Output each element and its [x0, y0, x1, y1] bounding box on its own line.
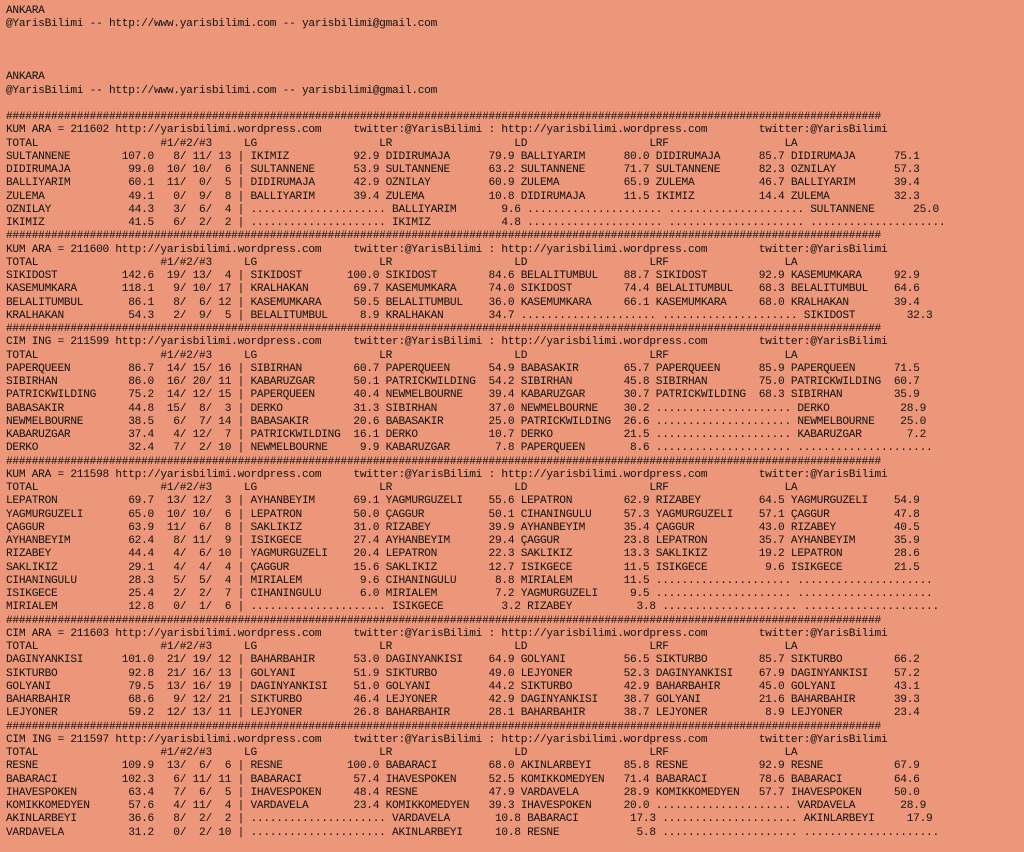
result-row: RIZABEY 44.4 4/ 6/ 10 | YAGMURGÜZELI 20.4 LEPATRON 22.3 SAKLIKIZ 13.3 SAKLIKIZ 19.2 LEPATRON 28.6	[6, 548, 920, 561]
result-row: SIKIDOST 142.6 19/ 13/ 4 | SIKIDOST 100.0 SIKIDOST 84.6 BELALITUMBUL 88.7 SIKIDOST 92.9 KASEMUMKARA 92.9	[6, 270, 920, 282]
column-header-line: TOTAL #1/#2/#3 LG LR LD LRF LA	[6, 747, 798, 759]
result-row: AKINLARBEYI 36.6 8/ 2/ 2 | ..................... VARDAVELA 10.8 BABARACI 17.3 ..................... AKINLARBEYI 17.9	[6, 813, 933, 826]
result-row: KRALHAKAN 54.3 2/ 9/ 5 | BELALITUMBUL 8.9 KRALHAKAN 34.7 ..................... ..................... SIKIDOST 32.3	[6, 309, 933, 322]
result-row: IKIMIZ 41.5 6/ 2/ 2 | ..................... IKIMIZ 4.8 ..................... ..................... .....................	[6, 217, 946, 229]
result-row: NEWMELBOURNE 38.5 6/ 7/ 14 | BABASAKIR 20.6 BABASAKIR 25.0 PATRICKWILDING 26.6 ..................... NEWMELBOURNE 25.0	[6, 415, 927, 428]
result-row: ZULEMA 49.1 0/ 9/ 8 | BALLIYARIM 39.4 ZULEMA 10.8 DIDIRUMAJA 11.5 IKIMIZ 14.4 ZULEMA 32.3	[6, 190, 920, 203]
result-row: LEJYONER 59.2 12/ 13/ 11 | LEJYONER 26.8 BAHARBAHIR 28.1 BAHARBAHIR 38.7 LEJYONER 8.9 LEJYONER 23.4	[6, 707, 920, 720]
result-row: ÇAGGÜR 63.9 11/ 6/ 8 | SAKLIKIZ 31.0 RIZABEY 39.9 AYHANBEYIM 35.4 ÇAGGÜR 43.0 RIZABEY 40.5	[6, 521, 920, 534]
result-row: BABASAKIR 44.8 15/ 8/ 3 | DERKO 31.3 SIBIRHAN 37.0 NEWMELBOURNE 30.2 ..................... DERKO 28.9	[6, 402, 927, 415]
separator-line: ########################################################################################################################################	[6, 455, 881, 468]
race-title-line: KUM ARA = 211602 http://yarisbilimi.wordpress.com twitter:@YarisBilimi : http://yarisbilimi.wordpress.com twitter:@YarisBilimi	[6, 124, 888, 137]
result-row: SULTANNENE 107.0 8/ 11/ 13 | IKIMIZ 92.9 DIDIRUMAJA 79.9 BALLIYARIM 80.0 DIDIRUMAJA 85.7 DIDIRUMAJA 75.1	[6, 150, 920, 163]
header-line	[6, 32, 1024, 45]
result-row: YAGMURGÜZELI 65.0 10/ 10/ 6 | LEPATRON 50.0 ÇAGGÜR 50.1 CIHANINGÜLÜ 57.3 YAGMURGÜZELI 57.1 ÇAGGÜR 47.8	[6, 508, 920, 521]
header-line	[6, 98, 1024, 111]
result-row: ISIKGECE 25.4 2/ 2/ 7 | CIHANINGÜLÜ 6.0 MIRIALEM 7.2 YAGMURGÜZELI 9.5 ..................... .....................	[6, 588, 933, 600]
result-row: KABARÜZGAR 37.4 4/ 12/ 7 | PATRICKWILDING 16.1 DERKO 10.7 DERKO 21.5 ..................... KABARÜZGAR 7.2	[6, 429, 927, 441]
result-row: IHAVESPOKEN 63.4 7/ 6/ 5 | IHAVESPOKEN 48.4 RESNE 47.9 VARDAVELA 28.9 KOMIKKOMEDYEN 57.7 IHAVESPOKEN 50.0	[6, 786, 920, 799]
header-line: ANKARA	[6, 5, 45, 17]
result-row: DERKO 32.4 7/ 2/ 10 | NEWMELBOURNE 9.9 KABARÜZGAR 7.8 PAPERQUEEN 8.6 ..................... .....................	[6, 442, 933, 455]
result-row: LEPATRON 69.7 13/ 12/ 3 | AYHANBEYIM 69.1 YAGMURGÜZELI 55.6 LEPATRON 62.9 RIZABEY 64.5 YAGMURGÜZELI 54.9	[6, 495, 920, 508]
result-row: SIKTURBO 92.8 21/ 16/ 13 | GÖLYANI 51.9 SIKTURBO 49.0 LEJYONER 52.3 DAGINYANKISI 67.9 DAGINYANKISI 57.2	[6, 667, 920, 680]
race-title-line: CIM ING = 211599 http://yarisbilimi.wordpress.com twitter:@YarisBilimi : http://yarisbilimi.wordpress.com twitter:@YarisBilimi	[6, 336, 888, 349]
result-row: PATRICKWILDING 75.2 14/ 12/ 15 | PAPERQUEEN 40.4 NEWMELBOURNE 39.4 KABARÜZGAR 30.7 PATRICKWILDING 68.3 SIBIRHAN 35.9	[6, 389, 920, 402]
result-row: RESNE 109.9 13/ 6/ 6 | RESNE 100.0 BABARACI 68.0 AKINLARBEYI 85.8 RESNE 92.9 RESNE 67.9	[6, 760, 920, 773]
column-header-line: TOTAL #1/#2/#3 LG LR LD LRF LA	[6, 349, 798, 362]
race-title-line: KUM ARA = 211598 http://yarisbilimi.wordpress.com twitter:@YarisBilimi : http://yarisbilimi.wordpress.com twitter:@YarisBilimi	[6, 468, 888, 481]
result-row: SAKLIKIZ 29.1 4/ 4/ 4 | ÇAGGÜR 15.6 SAKLIKIZ 12.7 ISIKGECE 11.5 ISIKGECE 9.6 ISIKGECE 21.5	[6, 561, 920, 574]
result-row: PAPERQUEEN 86.7 14/ 15/ 16 | SIBIRHAN 60.7 PAPERQUEEN 54.9 BABASAKIR 65.7 PAPERQUEEN 85.9 PAPERQUEEN 71.5	[6, 362, 920, 375]
result-row: GÖLYANI 79.5 13/ 16/ 19 | DAGINYANKISI 51.0 GÖLYANI 44.2 SIKTURBO 42.9 BAHARBAHIR 45.0 GÖLYANI 43.1	[6, 680, 920, 693]
result-row: MIRIALEM 12.8 0/ 1/ 6 | ..................... ISIKGECE 3.2 RIZABEY 3.8 ..................... .....................	[6, 601, 939, 614]
separator-line: ########################################################################################################################################	[6, 614, 881, 627]
column-header-line: TOTAL #1/#2/#3 LG LR LD LRF LA	[6, 641, 798, 653]
result-row: KOMIKKOMEDYEN 57.6 4/ 11/ 4 | VARDAVELA 23.4 KOMIKKOMEDYEN 39.3 IHAVESPOKEN 20.0 ..................... VARDAVELA 28.9	[6, 800, 927, 812]
header-line	[6, 45, 1024, 58]
column-header-line: TOTAL #1/#2/#3 LG LR LD LRF LA	[6, 137, 798, 150]
result-row: BELALITUMBUL 86.1 8/ 6/ 12 | KASEMUMKARA 50.5 BELALITUMBUL 36.0 KASEMUMKARA 66.1 KASEMUMKARA 68.0 KRALHAKAN 39.4	[6, 296, 920, 309]
header-line: @YarisBilimi -- http://www.yarisbilimi.com -- yarisbilimi@gmail.com	[6, 18, 438, 31]
result-row: BALLIYARIM 60.1 11/ 0/ 5 | DIDIRUMAJA 42.9 ÖZNILAY 60.9 ZULEMA 65.9 ZULEMA 46.7 BALLIYARIM 39.4	[6, 177, 920, 190]
result-row: DIDIRUMAJA 99.0 10/ 10/ 6 | SULTANNENE 53.9 SULTANNENE 63.2 SULTANNENE 71.7 SULTANNENE 82.3 ÖZNILAY 57.3	[6, 164, 920, 176]
separator-line: ########################################################################################################################################	[6, 111, 881, 123]
result-row: BABARACI 102.3 6/ 11/ 11 | BABARACI 57.4 IHAVESPOKEN 52.5 KOMIKKOMEDYEN 71.4 BABARACI 78.6 BABARACI 64.6	[6, 773, 920, 786]
separator-line: ########################################################################################################################################	[6, 323, 881, 335]
race-title-line: CIM ARA = 211603 http://yarisbilimi.wordpress.com twitter:@YarisBilimi : http://yarisbilimi.wordpress.com twitter:@YarisBilimi	[6, 627, 888, 640]
race-title-line: KUM ARA = 211600 http://yarisbilimi.wordpress.com twitter:@YarisBilimi : http://yarisbilimi.wordpress.com twitter:@YarisBilimi	[6, 243, 888, 256]
result-row: VARDAVELA 31.2 0/ 2/ 10 | ..................... AKINLARBEYI 10.8 RESNE 5.8 ..................... .....................	[6, 826, 939, 839]
header-line: ANKARA	[6, 71, 45, 84]
result-row: ÖZNILAY 44.3 3/ 6/ 4 | ..................... BALLIYARIM 9.6 ..................... ..................... SULTANNENE 25.0	[6, 203, 939, 216]
result-row: DAGINYANKISI 101.0 21/ 19/ 12 | BAHARBAHIR 53.0 DAGINYANKISI 64.9 GÖLYANI 56.5 SIKTURBO 85.7 SIKTURBO 66.2	[6, 654, 920, 667]
result-row: BAHARBAHIR 68.6 9/ 12/ 21 | SIKTURBO 46.4 LEJYONER 42.9 DAGINYANKISI 38.7 GÖLYANI 21.6 BAHARBAHIR 39.3	[6, 694, 920, 706]
result-row: AYHANBEYIM 62.4 8/ 11/ 9 | ISIKGECE 27.4 AYHANBEYIM 29.4 ÇAGGÜR 23.8 LEPATRON 35.7 AYHANBEYIM 35.9	[6, 535, 920, 547]
result-row: KASEMUMKARA 118.1 9/ 10/ 17 | KRALHAKAN 69.7 KASEMUMKARA 74.0 SIKIDOST 74.4 BELALITUMBUL 68.3 BELALITUMBUL 64.6	[6, 283, 920, 296]
separator-line: ########################################################################################################################################	[6, 230, 881, 243]
separator-line: ########################################################################################################################################	[6, 720, 881, 733]
column-header-line: TOTAL #1/#2/#3 LG LR LD LRF LA	[6, 256, 798, 269]
result-row: CIHANINGÜLÜ 28.3 5/ 5/ 4 | MIRIALEM 9.6 CIHANINGÜLÜ 8.8 MIRIALEM 11.5 ..................... .....................	[6, 574, 933, 587]
column-header-line: TOTAL #1/#2/#3 LG LR LD LRF LA	[6, 482, 798, 494]
header-line: @YarisBilimi -- http://www.yarisbilimi.com -- yarisbilimi@gmail.com	[6, 84, 438, 97]
result-row: SIBIRHAN 86.0 16/ 20/ 11 | KABARÜZGAR 50.1 PATRICKWILDING 54.2 SIBIRHAN 45.8 SIBIRHAN 75.0 PATRICKWILDING 60.7	[6, 376, 920, 388]
race-title-line: CIM ING = 211597 http://yarisbilimi.wordpress.com twitter:@YarisBilimi : http://yarisbilimi.wordpress.com twitter:@YarisBilimi	[6, 733, 888, 746]
header-line	[6, 58, 1024, 71]
